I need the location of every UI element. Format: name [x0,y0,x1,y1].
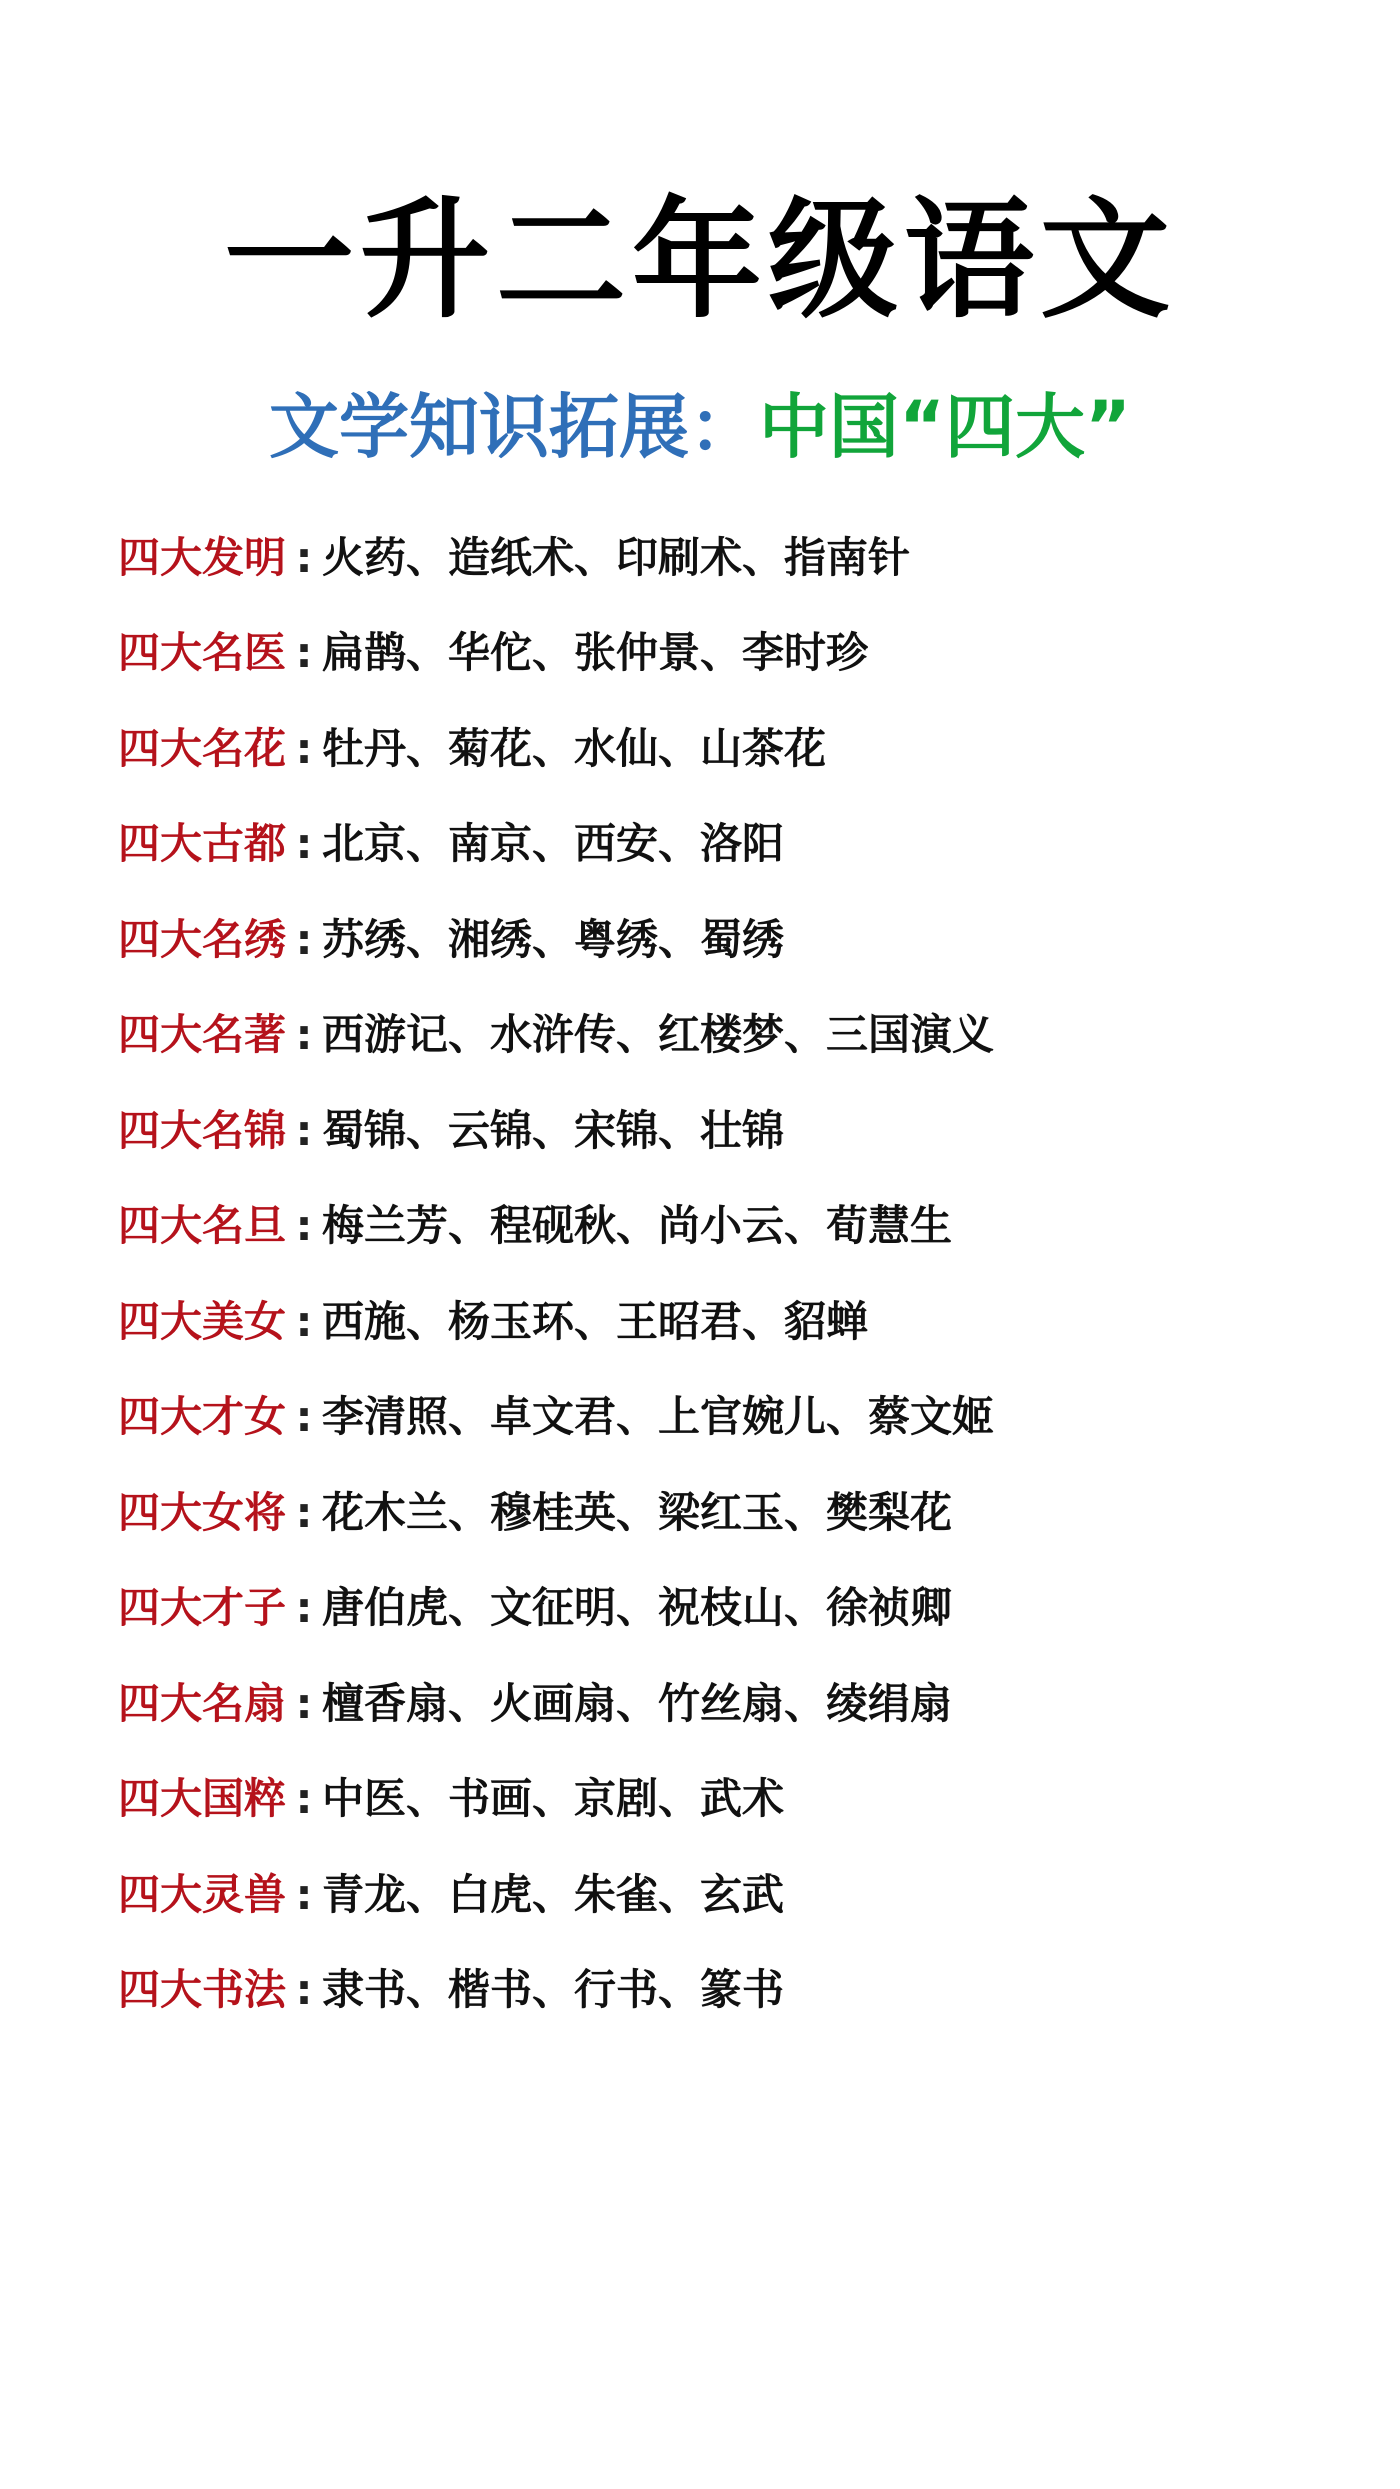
entry-items: 苏绣、湘绣、粤绣、蜀绣 [322,914,785,964]
entry-colon: : [295,819,313,869]
list-item [118,510,1318,606]
entry-colon: : [295,1774,313,1824]
entry-colon: : [295,1869,313,1919]
entry-items: 西游记、水浒传、红楼梦、三国演义 [322,1010,995,1060]
subtitle-focus: 中国“四大” [758,386,1131,468]
entry-items: 蜀锦、云锦、宋锦、壮锦 [322,1105,785,1155]
entry-term: 四大名医 [118,628,287,678]
entry-colon: : [295,1201,313,1251]
subtitle-topic: 文学知识拓展： [268,386,759,468]
entry-items: 李清照、卓文君、上官婉儿、蔡文姬 [322,1392,995,1442]
list-item [118,1943,1318,2039]
entry-term: 四大国粹 [118,1774,287,1824]
list-item [118,1847,1318,1943]
entry-term: 四大美女 [118,1296,287,1346]
entry-items: 青龙、白虎、朱雀、玄武 [322,1869,785,1919]
list-item [118,797,1318,893]
entry-colon: : [295,1583,313,1633]
entry-colon: : [295,1010,313,1060]
list-item [118,1083,1318,1179]
entry-colon: : [295,1487,313,1537]
list-item [118,701,1318,797]
list-item [118,1656,1318,1752]
list-item [118,1465,1318,1561]
entry-colon: : [295,1392,313,1442]
entry-items: 梅兰芳、程砚秋、尚小云、荀慧生 [322,1201,953,1251]
entry-colon: : [295,914,313,964]
list-item [118,1752,1318,1848]
entry-colon: : [295,1678,313,1728]
entry-items: 北京、南京、西安、洛阳 [322,819,785,869]
entry-colon: : [295,1105,313,1155]
entry-colon: : [295,628,313,678]
page-title: 一升二年级语文 [223,184,1176,336]
entry-items: 牡丹、菊花、水仙、山茶花 [322,723,827,773]
entry-term: 四大名花 [118,723,287,773]
entry-items: 唐伯虎、文征明、祝枝山、徐祯卿 [322,1583,953,1633]
entry-term: 四大书法 [118,1965,287,2015]
entry-colon: : [295,532,313,582]
entry-term: 四大名绣 [118,914,287,964]
entry-term: 四大名扇 [118,1678,287,1728]
list-item [118,1179,1318,1275]
entry-items: 中医、书画、京剧、武术 [322,1774,785,1824]
list-item [118,1561,1318,1657]
list-item [118,1370,1318,1466]
entry-term: 四大名著 [118,1010,287,1060]
entry-term: 四大女将 [118,1487,287,1537]
entry-colon: : [295,1965,313,2015]
entry-term: 四大名锦 [118,1105,287,1155]
entry-items: 花木兰、穆桂英、梁红玉、樊梨花 [322,1487,953,1537]
entry-items: 隶书、楷书、行书、篆书 [322,1965,785,2015]
entry-term: 四大名旦 [118,1201,287,1251]
page-subtitle [0,386,1400,468]
four-greats-list [118,510,1318,2038]
entry-term: 四大灵兽 [118,1869,287,1919]
list-item [118,988,1318,1084]
entry-term: 四大才子 [118,1583,287,1633]
list-item [118,892,1318,988]
entry-items: 扁鹊、华佗、张仲景、李时珍 [322,628,869,678]
entry-term: 四大古都 [118,819,287,869]
list-item [118,1274,1318,1370]
entry-items: 火药、造纸术、印刷术、指南针 [322,532,911,582]
list-item [118,606,1318,702]
entry-items: 西施、杨玉环、王昭君、貂蝉 [322,1296,869,1346]
entry-items: 檀香扇、火画扇、竹丝扇、绫绢扇 [322,1678,953,1728]
entry-term: 四大才女 [118,1392,287,1442]
entry-colon: : [295,1296,313,1346]
entry-term: 四大发明 [118,532,287,582]
entry-colon: : [295,723,313,773]
